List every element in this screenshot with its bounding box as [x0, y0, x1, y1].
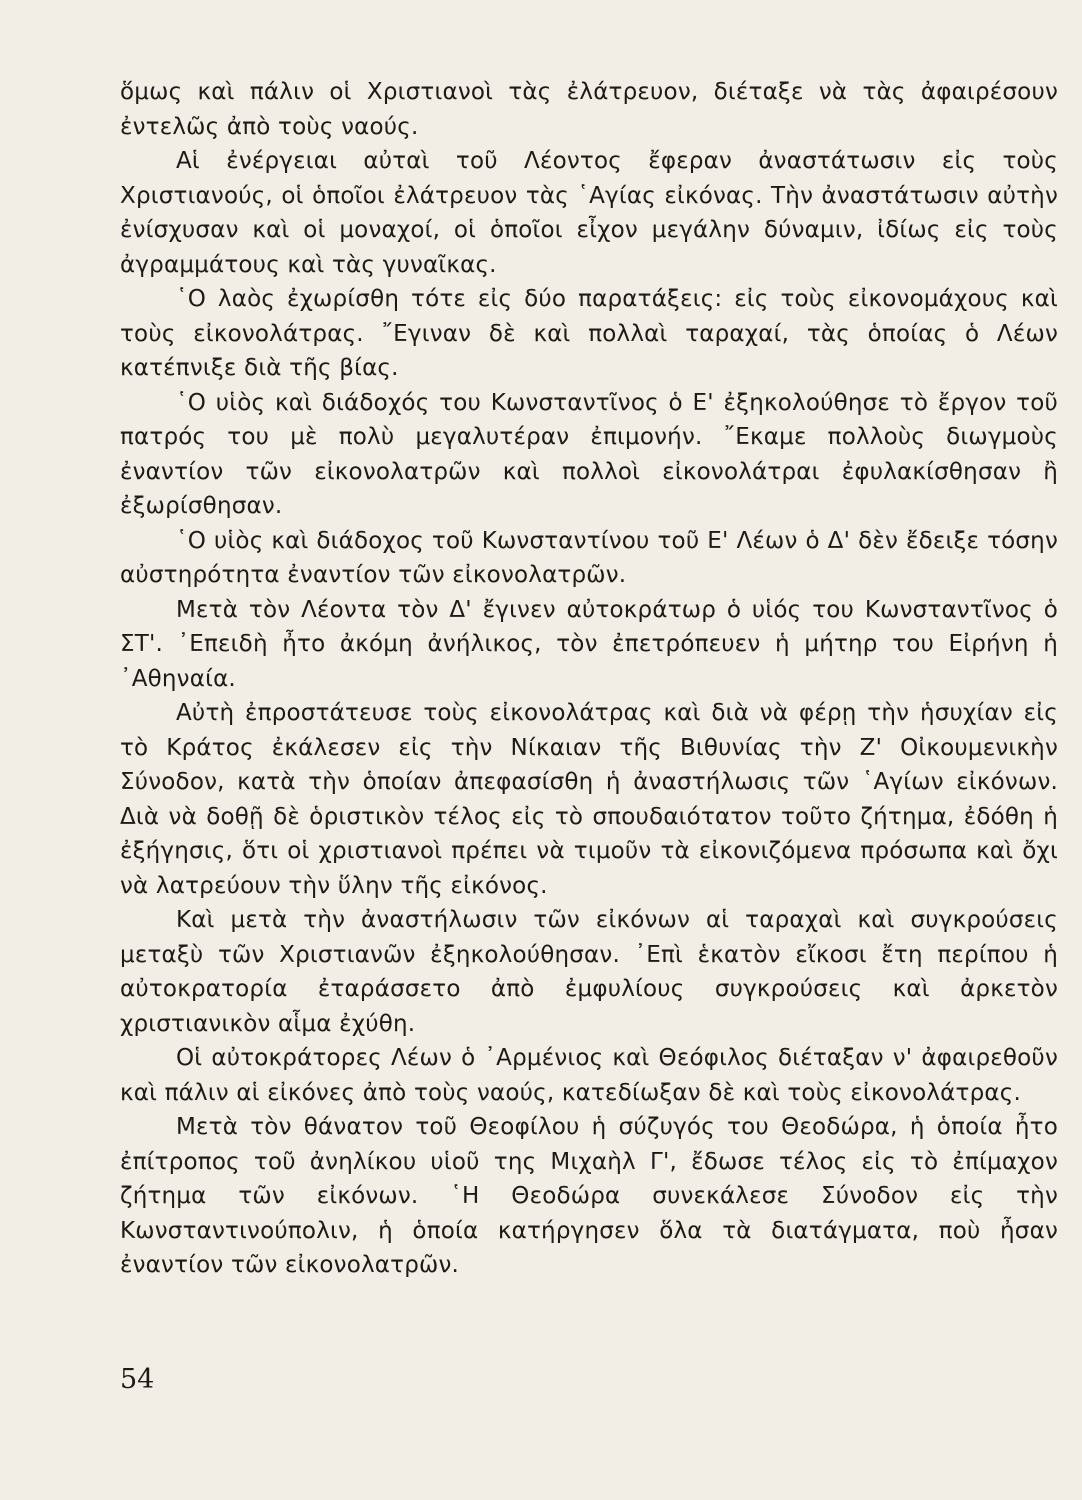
paragraph-6: Μετὰ τὸν Λέοντα τὸν Δ' ἔγινεν αὐτοκράτωρ ὁ υἱός του Κωνσταντῖνος ὁ ΣΤ'. ᾿Επειδὴ ἦτο ἀκόμη ἀνήλικος, τὸν ἐπετρόπευεν ἡ μήτηρ του Εἰρήνη ἡ ᾿Αθηναία. — [120, 596, 1058, 692]
paragraph-8: Καὶ μετὰ τὴν ἀναστήλωσιν τῶν εἰκόνων αἱ ταραχαὶ καὶ συγκρούσεις μεταξὺ τῶν Χριστιανῶν ἐξηκολούθησαν. ᾿Επὶ ἑκατὸν εἴκοσι ἔτη περίπου ἡ αὐτοκρατορία ἐταράσσετο ἀπὸ ἐμφυλίους συγκρούσεις καὶ ἀρκετὸν χριστιανικὸν αἷμα ἐχύθη. — [120, 907, 1058, 1037]
page-number: 54 — [120, 1364, 155, 1395]
paragraph-7: Αὐτὴ ἐπροστάτευσε τοὺς εἰκονολάτρας καὶ διὰ νὰ φέρῃ τὴν ἡσυχίαν εἰς τὸ Κράτος ἐκάλεσεν εἰς τὴν Νίκαιαν τῆς Βιθυνίας τὴν Ζ' Οἰκουμενικὴν Σύνοδον, κατὰ τὴν ὁποίαν ἀπεφασίσθη ἡ ἀναστήλωσις τῶν ῾Αγίων εἰκόνων. Διὰ νὰ δοθῇ δὲ ὁριστικὸν τέλος εἰς τὸ σπουδαιότατον τοῦτο ζήτημα, ἐδόθη ἡ ἐξήγησις, ὅτι οἱ χριστιανοὶ πρέπει νὰ τιμοῦν τὰ εἰκονιζόμενα πρόσωπα καὶ ὄχι νὰ λατρεύουν τὴν ὕλην τῆς εἰκόνος. — [120, 700, 1058, 899]
paragraph-3: ῾Ο λαὸς ἐχωρίσθη τότε εἰς δύο παρατάξεις: εἰς τοὺς εἰκονομάχους καὶ τοὺς εἰκονολάτρας. ῎Εγιναν δὲ καὶ πολλαὶ ταραχαί, τὰς ὁποίας ὁ Λέων κατέπνιξε διὰ τῆς βίας. — [120, 286, 1058, 381]
paragraph-1: ὅμως καὶ πάλιν οἱ Χριστιανοὶ τὰς ἐλάτρευον, διέταξε νὰ τὰς ἀφαιρέσουν ἐντελῶς ἀπὸ τοὺς ναούς. — [120, 79, 1058, 140]
paragraph-9: Οἱ αὐτοκράτορες Λέων ὁ ᾿Αρμένιος καὶ Θεόφιλος διέταξαν ν' ἀφαιρεθοῦν καὶ πάλιν αἱ εἰκόνες ἀπὸ τοὺς ναούς, κατεδίωξαν δὲ καὶ τοὺς εἰκονολάτρας. — [120, 1045, 1058, 1106]
paragraph-2: Αἱ ἐνέργειαι αὐταὶ τοῦ Λέοντος ἔφεραν ἀναστάτωσιν εἰς τοὺς Χριστιανούς, οἱ ὁποῖοι ἐλάτρευον τὰς ῾Αγίας εἰκόνας. Τὴν ἀναστάτωσιν αὐτὴν ἐνίσχυσαν καὶ οἱ μοναχοί, οἱ ὁποῖοι εἶχον μεγάλην δύναμιν, ἰδίως εἰς τοὺς ἀγραμμάτους καὶ τὰς γυναῖκας. — [120, 148, 1058, 278]
paragraph-5: ῾Ο υἱὸς καὶ διάδοχος τοῦ Κωνσταντίνου τοῦ Ε' Λέων ὁ Δ' δὲν ἔδειξε τόσην αὐστηρότητα ἐναντίον τῶν εἰκονολατρῶν. — [120, 527, 1058, 588]
paragraph-10: Μετὰ τὸν θάνατον τοῦ Θεοφίλου ἡ σύζυγός του Θεοδώρα, ἡ ὁποία ἦτο ἐπίτροπος τοῦ ἀνηλίκου υἱοῦ της Μιχαὴλ Γ', ἔδωσε τέλος εἰς τὸ ἐπίμαχον ζήτημα τῶν εἰκόνων. ῾Η Θεοδώρα συνεκάλεσε Σύνοδον εἰς τὴν Κωνσταντινούπολιν, ἡ ὁποία κατήργησεν ὅλα τὰ διατάγματα, ποὺ ἦσαν ἐναντίον τῶν εἰκονολατρῶν. — [120, 1114, 1058, 1278]
body-text — [120, 75, 1058, 1283]
paragraph-4: ῾Ο υἱὸς καὶ διάδοχός του Κωνσταντῖνος ὁ Ε' ἐξηκολούθησε τὸ ἔργον τοῦ πατρός του μὲ πολὺ μεγαλυτέραν ἐπιμονήν. ῎Εκαμε πολλοὺς διωγμοὺς ἐναντίον τῶν εἰκονολατρῶν καὶ πολλοὶ εἰκονολάτραι ἐφυλακίσθησαν ἢ ἐξωρίσθησαν. — [120, 389, 1058, 519]
